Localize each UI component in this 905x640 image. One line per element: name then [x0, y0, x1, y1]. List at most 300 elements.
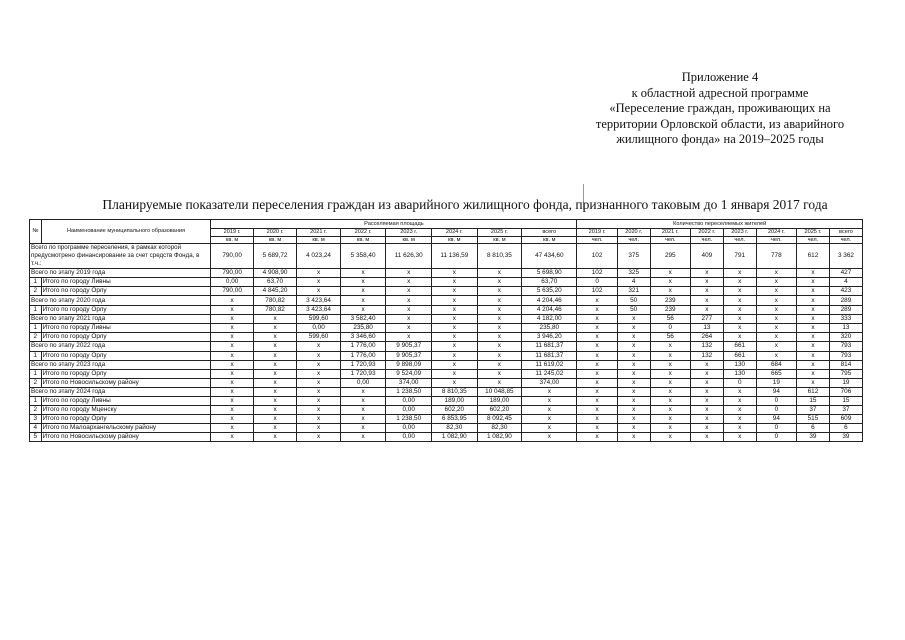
area-cell: 9 524,09: [386, 369, 432, 378]
area-cell: x: [340, 406, 386, 415]
row-name: Итого по городу Орлу: [41, 305, 211, 314]
area-cell: x: [211, 324, 253, 333]
people-cell: x: [690, 360, 723, 369]
area-year-header: 2022 г.: [340, 229, 386, 237]
total-row: [30, 360, 863, 369]
people-cell: 39: [797, 433, 830, 442]
row-name: Итого по городу Мценску: [41, 406, 211, 415]
people-cell: x: [650, 415, 690, 424]
area-cell: 11 626,30: [386, 244, 432, 269]
document-title: Планируемые показатели переселения граждан из аварийного жилищного фонда, признанного таковым до 1 января 2017 года: [102, 197, 828, 212]
row-name: Итого по Новосильскому району: [41, 433, 211, 442]
area-cell: x: [432, 324, 478, 333]
table-row: [30, 397, 863, 406]
row-name: Итого по городу Орлу: [41, 369, 211, 378]
area-cell: x: [340, 415, 386, 424]
people-cell: 132: [690, 342, 723, 351]
row-number: 1: [30, 397, 42, 406]
people-cell: x: [617, 433, 650, 442]
row-number: 2: [30, 378, 42, 387]
people-cell: 277: [690, 314, 723, 323]
people-cell: 778: [756, 244, 796, 269]
area-cell: x: [432, 287, 478, 296]
row-number: 5: [30, 433, 42, 442]
total-row: [30, 314, 863, 323]
people-cell: 19: [756, 378, 796, 387]
people-cell: x: [690, 378, 723, 387]
area-cell: 4 908,90: [253, 269, 296, 278]
area-cell: 11 245,02: [522, 369, 577, 378]
people-cell: x: [650, 433, 690, 442]
people-cell: x: [690, 406, 723, 415]
people-unit-header: чел.: [577, 236, 617, 244]
area-cell: 0,00: [386, 406, 432, 415]
area-cell: x: [211, 305, 253, 314]
area-cell: 0,00: [386, 424, 432, 433]
area-cell: x: [340, 397, 386, 406]
area-year-header: 2025 г.: [477, 229, 522, 237]
area-cell: x: [477, 278, 522, 287]
people-cell: x: [797, 378, 830, 387]
area-cell: x: [340, 278, 386, 287]
row-name: Итого по городу Орлу: [41, 333, 211, 342]
people-cell: x: [650, 269, 690, 278]
people-year-header: 2023 г.: [723, 229, 756, 237]
people-cell: 427: [829, 269, 862, 278]
people-cell: x: [723, 424, 756, 433]
row-name: Итого по городу Орлу: [41, 351, 211, 360]
people-cell: x: [797, 278, 830, 287]
people-unit-header: чел.: [829, 236, 862, 244]
row-number: 1: [30, 278, 42, 287]
people-cell: x: [723, 406, 756, 415]
people-year-header: 2024 г.: [756, 229, 796, 237]
people-cell: 684: [756, 360, 796, 369]
people-cell: 289: [829, 296, 862, 305]
people-cell: 791: [723, 244, 756, 269]
people-cell: x: [617, 360, 650, 369]
people-unit-header: чел.: [797, 236, 830, 244]
people-cell: x: [577, 387, 617, 396]
people-cell: x: [617, 424, 650, 433]
area-cell: 82,30: [477, 424, 522, 433]
people-cell: 423: [829, 287, 862, 296]
people-year-header: 2019 г.: [577, 229, 617, 237]
row-name: Итого по Малоархангельскому району: [41, 424, 211, 433]
area-cell: 3 423,64: [297, 305, 340, 314]
area-unit-header: кв. м: [297, 236, 340, 244]
people-cell: 130: [723, 360, 756, 369]
table-row: [30, 378, 863, 387]
area-cell: 0,00: [386, 433, 432, 442]
area-cell: 235,80: [522, 324, 577, 333]
area-cell: 47 434,60: [522, 244, 577, 269]
people-cell: x: [797, 296, 830, 305]
area-cell: x: [386, 333, 432, 342]
area-cell: 189,00: [432, 397, 478, 406]
area-cell: x: [297, 369, 340, 378]
table-row: [30, 287, 863, 296]
area-cell: x: [211, 333, 253, 342]
table-row: [30, 333, 863, 342]
people-cell: 320: [829, 333, 862, 342]
area-cell: x: [253, 378, 296, 387]
people-cell: 661: [723, 351, 756, 360]
people-cell: x: [617, 387, 650, 396]
people-cell: x: [617, 378, 650, 387]
people-cell: 15: [797, 397, 830, 406]
area-cell: x: [432, 342, 478, 351]
table-row: [30, 406, 863, 415]
row-number: 1: [30, 324, 42, 333]
people-unit-header: чел.: [690, 236, 723, 244]
area-cell: x: [386, 287, 432, 296]
area-cell: x: [340, 387, 386, 396]
people-cell: x: [690, 387, 723, 396]
row-name: Итого по городу Орлу: [41, 287, 211, 296]
people-cell: x: [797, 333, 830, 342]
area-year-header: 2020 г.: [253, 229, 296, 237]
people-cell: x: [690, 296, 723, 305]
people-cell: x: [617, 342, 650, 351]
people-cell: 793: [829, 351, 862, 360]
people-cell: x: [690, 369, 723, 378]
area-cell: 374,00: [522, 378, 577, 387]
people-cell: x: [797, 369, 830, 378]
people-cell: x: [797, 314, 830, 323]
area-cell: 602,20: [432, 406, 478, 415]
area-cell: 5 698,90: [522, 269, 577, 278]
area-cell: 4 182,00: [522, 314, 577, 323]
people-cell: 295: [650, 244, 690, 269]
area-cell: x: [211, 314, 253, 323]
area-cell: x: [211, 351, 253, 360]
row-name: Итого по городу Ливны: [41, 397, 211, 406]
area-cell: x: [386, 296, 432, 305]
area-cell: x: [432, 278, 478, 287]
area-cell: x: [432, 360, 478, 369]
people-cell: x: [650, 369, 690, 378]
people-cell: x: [797, 305, 830, 314]
people-cell: 239: [650, 305, 690, 314]
row-name: Итого по городу Ливны: [41, 278, 211, 287]
area-cell: x: [297, 378, 340, 387]
table-row: [30, 415, 863, 424]
people-cell: x: [797, 351, 830, 360]
people-cell: 6: [797, 424, 830, 433]
area-cell: x: [253, 324, 296, 333]
area-cell: 1 776,00: [340, 351, 386, 360]
people-cell: 56: [650, 314, 690, 323]
area-cell: x: [477, 360, 522, 369]
people-cell: 0: [756, 406, 796, 415]
area-cell: 11 681,37: [522, 351, 577, 360]
row-name: Итого по Новосильскому району: [41, 378, 211, 387]
people-cell: 3 362: [829, 244, 862, 269]
area-cell: x: [211, 342, 253, 351]
people-cell: x: [650, 424, 690, 433]
people-cell: 15: [829, 397, 862, 406]
total-row: [30, 269, 863, 278]
area-cell: 11 619,02: [522, 360, 577, 369]
total-row: [30, 387, 863, 396]
area-cell: 599,60: [297, 333, 340, 342]
area-cell: 189,00: [477, 397, 522, 406]
people-cell: 661: [723, 342, 756, 351]
row-name: Всего по этапу 2019 года: [30, 269, 211, 278]
area-cell: x: [340, 296, 386, 305]
area-cell: x: [297, 269, 340, 278]
people-cell: 612: [797, 387, 830, 396]
people-unit-header: чел.: [617, 236, 650, 244]
area-cell: x: [253, 314, 296, 323]
area-cell: x: [340, 287, 386, 296]
people-cell: 814: [829, 360, 862, 369]
area-unit-header: кв. м: [211, 236, 253, 244]
area-cell: 4 204,46: [522, 296, 577, 305]
area-cell: 1 720,93: [340, 369, 386, 378]
area-cell: x: [253, 351, 296, 360]
people-cell: x: [577, 424, 617, 433]
row-number: 1: [30, 369, 42, 378]
area-cell: 9 905,37: [386, 342, 432, 351]
people-cell: 375: [617, 244, 650, 269]
people-cell: x: [756, 342, 796, 351]
people-unit-header: чел.: [650, 236, 690, 244]
people-cell: 13: [690, 324, 723, 333]
area-cell: x: [432, 351, 478, 360]
area-cell: x: [253, 406, 296, 415]
people-cell: 0: [723, 378, 756, 387]
people-cell: x: [756, 305, 796, 314]
area-cell: x: [297, 424, 340, 433]
area-cell: 4 023,24: [297, 244, 340, 269]
people-cell: x: [577, 415, 617, 424]
table-row: [30, 305, 863, 314]
table-row: [30, 369, 863, 378]
area-cell: x: [211, 406, 253, 415]
people-cell: 0: [756, 424, 796, 433]
people-year-header: 2025 г.: [797, 229, 830, 237]
area-cell: 9 905,37: [386, 351, 432, 360]
people-cell: 333: [829, 314, 862, 323]
area-cell: x: [253, 360, 296, 369]
row-number: 1: [30, 305, 42, 314]
header-people-group: Количество переселяемых жителей: [577, 220, 863, 229]
people-cell: x: [577, 360, 617, 369]
people-cell: x: [690, 424, 723, 433]
people-cell: x: [756, 269, 796, 278]
appendix-line: Приложение 4: [681, 70, 759, 84]
area-cell: x: [297, 342, 340, 351]
people-cell: 793: [829, 342, 862, 351]
area-cell: x: [297, 351, 340, 360]
area-cell: 3 346,60: [340, 333, 386, 342]
area-cell: 780,82: [253, 305, 296, 314]
area-cell: x: [297, 433, 340, 442]
area-cell: 0,00: [211, 278, 253, 287]
row-name: Всего по этапу 2024 года: [30, 387, 211, 396]
people-cell: x: [723, 324, 756, 333]
people-year-header: 2020 г.: [617, 229, 650, 237]
area-year-header: 2019 г.: [211, 229, 253, 237]
area-cell: 8 810,35: [432, 387, 478, 396]
area-cell: 11 136,59: [432, 244, 478, 269]
area-cell: x: [477, 378, 522, 387]
people-cell: 39: [829, 433, 862, 442]
area-cell: 3 423,64: [297, 296, 340, 305]
people-cell: 50: [617, 296, 650, 305]
people-cell: 4: [829, 278, 862, 287]
people-cell: x: [650, 351, 690, 360]
area-cell: 599,60: [297, 314, 340, 323]
people-cell: x: [577, 351, 617, 360]
area-unit-header: кв. м: [386, 236, 432, 244]
area-cell: x: [522, 415, 577, 424]
people-cell: 4: [617, 278, 650, 287]
row-name: Всего по этапу 2022 года: [30, 342, 211, 351]
people-cell: x: [650, 287, 690, 296]
row-number: 1: [30, 351, 42, 360]
people-cell: x: [756, 296, 796, 305]
area-cell: x: [386, 269, 432, 278]
area-cell: x: [211, 397, 253, 406]
area-cell: x: [253, 369, 296, 378]
area-cell: 4 204,46: [522, 305, 577, 314]
people-cell: x: [756, 278, 796, 287]
area-cell: 6 853,95: [432, 415, 478, 424]
row-name: Всего по этапу 2020 года: [30, 296, 211, 305]
area-cell: x: [340, 269, 386, 278]
area-cell: 1 720,93: [340, 360, 386, 369]
area-cell: 63,70: [522, 278, 577, 287]
appendix-line: территории Орловской области, из аварийного: [595, 116, 845, 131]
area-cell: x: [477, 351, 522, 360]
people-cell: x: [756, 351, 796, 360]
people-cell: x: [690, 269, 723, 278]
total-row: [30, 296, 863, 305]
area-cell: x: [211, 296, 253, 305]
people-cell: x: [723, 397, 756, 406]
people-year-header: всего: [829, 229, 862, 237]
area-cell: x: [297, 406, 340, 415]
area-cell: x: [432, 296, 478, 305]
area-cell: x: [253, 397, 296, 406]
area-cell: 602,20: [477, 406, 522, 415]
people-cell: x: [756, 287, 796, 296]
area-cell: 235,80: [340, 324, 386, 333]
people-cell: 665: [756, 369, 796, 378]
people-unit-header: чел.: [723, 236, 756, 244]
people-cell: x: [723, 387, 756, 396]
area-cell: x: [477, 333, 522, 342]
people-cell: x: [650, 387, 690, 396]
people-cell: x: [577, 333, 617, 342]
people-year-header: 2021 г.: [650, 229, 690, 237]
area-cell: x: [211, 415, 253, 424]
people-cell: 0: [756, 397, 796, 406]
people-cell: x: [617, 324, 650, 333]
people-cell: 239: [650, 296, 690, 305]
people-cell: x: [617, 314, 650, 323]
people-cell: 0: [650, 324, 690, 333]
people-cell: 37: [797, 406, 830, 415]
area-cell: 5 358,40: [340, 244, 386, 269]
area-cell: 10 048,85: [477, 387, 522, 396]
area-cell: x: [432, 269, 478, 278]
people-cell: x: [650, 278, 690, 287]
area-cell: x: [386, 314, 432, 323]
people-cell: x: [577, 305, 617, 314]
people-cell: x: [723, 433, 756, 442]
people-cell: x: [650, 397, 690, 406]
people-cell: x: [577, 397, 617, 406]
people-cell: 0: [756, 433, 796, 442]
row-number: 2: [30, 406, 42, 415]
people-cell: x: [690, 397, 723, 406]
table-row: [30, 278, 863, 287]
area-cell: x: [432, 305, 478, 314]
area-cell: x: [477, 296, 522, 305]
people-cell: 37: [829, 406, 862, 415]
header-area-group: Расселяемая площадь: [211, 220, 577, 229]
area-cell: x: [211, 360, 253, 369]
people-cell: 706: [829, 387, 862, 396]
row-number: 3: [30, 415, 42, 424]
area-cell: 1 238,50: [386, 415, 432, 424]
area-cell: x: [477, 314, 522, 323]
people-cell: 102: [577, 244, 617, 269]
people-cell: x: [650, 342, 690, 351]
area-cell: 1 238,50: [386, 387, 432, 396]
area-cell: x: [253, 387, 296, 396]
people-cell: x: [797, 342, 830, 351]
area-cell: x: [253, 424, 296, 433]
area-cell: x: [477, 269, 522, 278]
people-cell: x: [577, 342, 617, 351]
resettlement-table: [29, 219, 863, 442]
people-cell: x: [690, 305, 723, 314]
people-cell: 325: [617, 269, 650, 278]
people-cell: x: [690, 287, 723, 296]
area-unit-header: кв. м: [432, 236, 478, 244]
area-cell: x: [477, 305, 522, 314]
area-year-header: 2024 г.: [432, 229, 478, 237]
area-unit-header: кв. м: [477, 236, 522, 244]
area-cell: 1 776,00: [340, 342, 386, 351]
area-cell: 790,00: [211, 244, 253, 269]
area-cell: x: [432, 378, 478, 387]
area-cell: 63,70: [253, 278, 296, 287]
row-number: 2: [30, 287, 42, 296]
row-name: Всего по этапу 2021 года: [30, 314, 211, 323]
area-year-header: 2021 г.: [297, 229, 340, 237]
people-cell: x: [723, 287, 756, 296]
area-cell: x: [211, 387, 253, 396]
people-cell: x: [756, 314, 796, 323]
area-cell: 8 810,35: [477, 244, 522, 269]
area-cell: x: [253, 433, 296, 442]
area-cell: x: [522, 397, 577, 406]
table-row: [30, 433, 863, 442]
area-cell: 1 082,90: [477, 433, 522, 442]
appendix-line: «Переселение граждан, проживающих на: [609, 101, 831, 115]
people-cell: x: [577, 324, 617, 333]
row-number: 2: [30, 333, 42, 342]
people-cell: x: [797, 269, 830, 278]
people-cell: 6: [829, 424, 862, 433]
area-cell: x: [297, 397, 340, 406]
